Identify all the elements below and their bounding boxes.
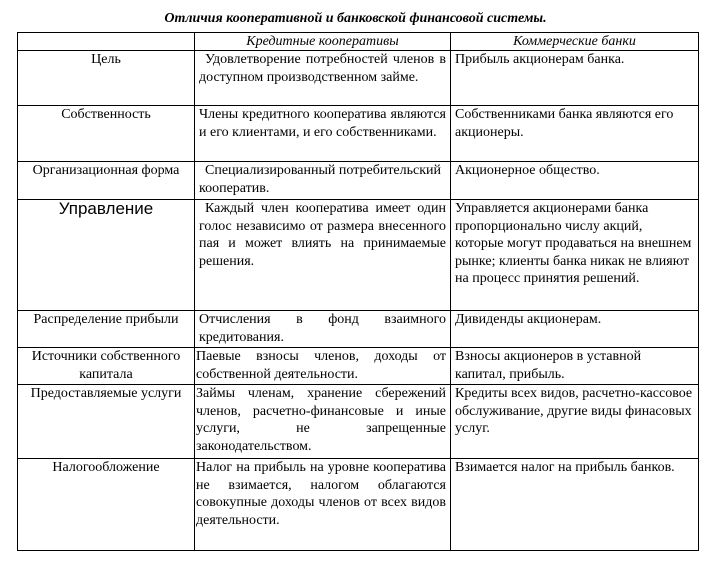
- cell-bank-management: Управляется акционерами банка пропорционально числу акций, которые могут продаваться на внешнем рынке; клиенты банка никак не влияют на процесс принятия решений.: [451, 200, 699, 311]
- table-row-services: [18, 385, 699, 459]
- table-row-taxation: [18, 459, 699, 551]
- cell-bank-services: Кредиты всех видов, расчетно-кассовое обслуживание, другие виды финасовых услуг.: [451, 385, 699, 459]
- document-title: Отличия кооперативной и банковской финансовой системы.: [164, 11, 547, 26]
- cell-bank-ownership: Собственниками банка являются его акционеры.: [451, 106, 699, 162]
- cell-bank-profit-distribution: Дивиденды акционерам.: [451, 311, 699, 348]
- row-label-profit-distribution: Распределение прибыли: [18, 311, 195, 348]
- table-row-ownership: [18, 106, 699, 162]
- cell-coop-org-form: Специализированный потребительский кооператив.: [195, 162, 451, 200]
- row-label-taxation: Налогообложение: [18, 459, 195, 551]
- header-credit-cooperatives: Кредитные кооперативы: [195, 33, 451, 51]
- header-blank-cell: [18, 33, 195, 51]
- cell-coop-equity-sources: Паевые взносы членов, доходы от собственной деятельности.: [195, 348, 451, 385]
- row-label-equity-sources: Источники собственного капитала: [18, 348, 195, 385]
- table-row-equity-sources: [18, 348, 699, 385]
- row-label-management: Управление: [18, 200, 195, 311]
- table-row-profit-distribution: [18, 311, 699, 348]
- table-header-row: [18, 33, 699, 51]
- cell-bank-taxation: Взимается налог на прибыль банков.: [451, 459, 699, 551]
- header-commercial-banks: Коммерческие банки: [451, 33, 699, 51]
- cell-bank-equity-sources: Взносы акционеров в уставной капитал, прибыль.: [451, 348, 699, 385]
- cell-coop-taxation: Налог на прибыль на уровне кооператива не взимается, налогом облагаются совокупные доходы членов от всех видов деятельности.: [195, 459, 451, 551]
- row-label-ownership: Собственность: [18, 106, 195, 162]
- cell-bank-goal: Прибыль акционерам банка.: [451, 51, 699, 106]
- table-row-goal: [18, 51, 699, 106]
- cell-coop-management: Каждый член кооператива имеет один голос независимо от размера внесенного пая и может влиять на принимаемые решения.: [195, 200, 451, 311]
- table-row-org-form: [18, 162, 699, 200]
- cell-coop-ownership: Члены кредитного кооператива являются и его клиентами, и его собственниками.: [195, 106, 451, 162]
- cell-bank-org-form: Акционерное общество.: [451, 162, 699, 200]
- cell-coop-services: Займы членам, хранение сбережений членов, расчетно-финансовые и иные услуги, не запрещенные законодательством.: [195, 385, 451, 459]
- row-label-services: Предоставляемые услуги: [18, 385, 195, 459]
- table-row-management: [18, 200, 699, 311]
- row-label-goal: Цель: [18, 51, 195, 106]
- row-label-org-form: Организационная форма: [18, 162, 195, 200]
- comparison-table: [17, 32, 699, 551]
- cell-coop-profit-distribution: Отчисления в фонд взаимного кредитования.: [195, 311, 451, 348]
- cell-coop-goal: Удовлетворение потребностей членов в доступном производственном займе.: [195, 51, 451, 106]
